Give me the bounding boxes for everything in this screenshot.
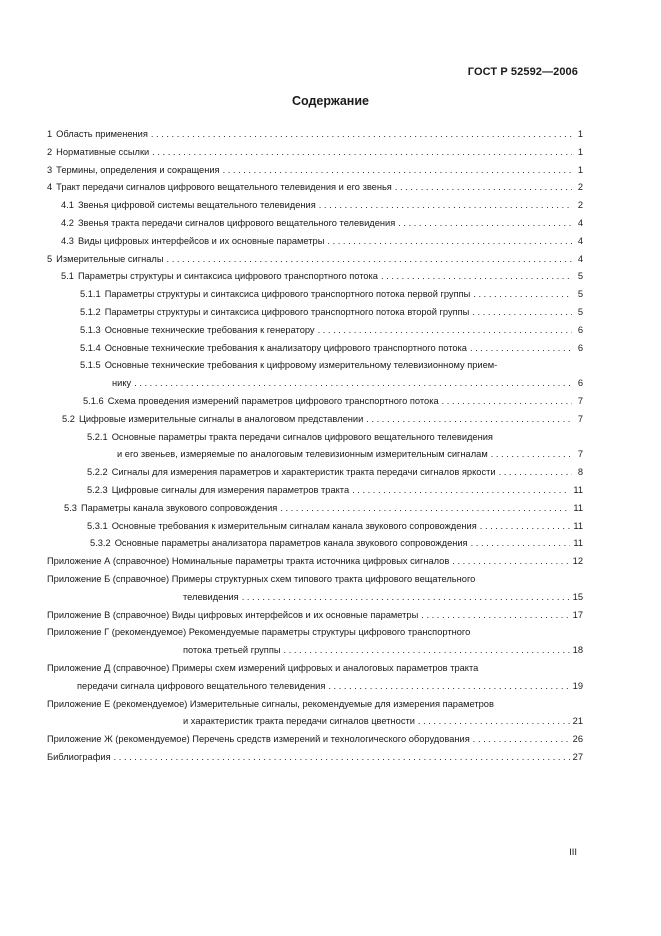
toc-entry-title: Область применения bbox=[56, 129, 148, 139]
toc-entry-number: 5.1.5 bbox=[80, 360, 101, 371]
toc-entry[interactable] bbox=[47, 535, 583, 553]
toc-entry-label bbox=[47, 553, 449, 571]
toc-entry-label bbox=[47, 251, 164, 269]
toc-entry-title: Основные технические требования к генератору bbox=[104, 324, 315, 335]
table-of-contents bbox=[47, 126, 583, 767]
dot-leader bbox=[442, 393, 572, 411]
dot-leader bbox=[151, 126, 572, 144]
toc-entry-number: 4 bbox=[47, 182, 53, 193]
toc-entry-label bbox=[80, 322, 315, 340]
toc-entry-page: 1 bbox=[577, 129, 583, 139]
toc-entry-page: 17 bbox=[572, 609, 583, 620]
toc-entry[interactable] bbox=[47, 393, 583, 411]
toc-entry-page: 1 bbox=[577, 146, 583, 157]
toc-entry[interactable] bbox=[47, 411, 583, 429]
toc-entry-title-line1: Приложение Д (справочное) Примеры схем измерений цифровых и аналоговых параметров тракта bbox=[47, 662, 479, 673]
toc-entry-label bbox=[62, 411, 363, 429]
document-code: ГОСТ Р 52592—2006 bbox=[467, 66, 578, 78]
dot-leader bbox=[421, 607, 569, 625]
toc-entry-title: Измерительные сигналы bbox=[56, 253, 164, 264]
toc-entry-title: Параметры структуры и синтаксиса цифрового транспортного потока первой группы bbox=[104, 289, 471, 300]
toc-entry-title: Основные параметры анализатора параметров канала звукового сопровождения bbox=[114, 538, 468, 549]
toc-entry[interactable] bbox=[47, 162, 583, 180]
toc-entry[interactable] bbox=[47, 286, 583, 304]
toc-entry-page: 5 bbox=[577, 271, 583, 282]
toc-entry[interactable] bbox=[47, 500, 583, 518]
toc-entry-number: 5.1.3 bbox=[80, 324, 101, 335]
toc-entry-number: 5.3.2 bbox=[90, 538, 111, 549]
toc-entry-number: 5.1.1 bbox=[80, 289, 101, 300]
dot-leader bbox=[319, 197, 572, 215]
toc-entry-page: 15 bbox=[572, 591, 583, 602]
toc-entry-page: 5 bbox=[577, 289, 583, 300]
toc-entry-page: 12 bbox=[572, 556, 583, 567]
toc-entry-page: 5 bbox=[577, 306, 583, 317]
toc-entry[interactable] bbox=[47, 749, 583, 767]
dot-leader bbox=[318, 322, 572, 340]
toc-entry[interactable] bbox=[47, 144, 583, 162]
toc-entry-number: 5.1.2 bbox=[80, 306, 101, 317]
toc-entry-number: 5.1 bbox=[61, 271, 74, 282]
dot-leader bbox=[327, 233, 572, 251]
toc-entry-number: 5 bbox=[47, 253, 53, 264]
toc-entry-page: 6 bbox=[577, 324, 583, 335]
toc-entry-title: Тракт передачи сигналов цифрового вещательного телевидения и его звенья bbox=[56, 182, 392, 193]
toc-entry[interactable] bbox=[47, 607, 583, 625]
toc-entry[interactable] bbox=[47, 304, 583, 322]
toc-entry[interactable] bbox=[47, 731, 583, 749]
toc-entry[interactable] bbox=[47, 322, 583, 340]
toc-entry-page: 7 bbox=[577, 449, 583, 460]
toc-entry[interactable] bbox=[47, 126, 583, 144]
toc-entry-number: 5.1.6 bbox=[83, 395, 104, 406]
toc-entry-page: 27 bbox=[572, 751, 583, 762]
toc-entry[interactable] bbox=[47, 233, 583, 251]
toc-entry-title: Цифровые измерительные сигналы в аналоговом представлении bbox=[78, 413, 364, 424]
toc-entry-title: передачи сигнала цифрового вещательного телевидения bbox=[77, 680, 326, 691]
dot-leader bbox=[480, 518, 571, 536]
dot-leader bbox=[223, 162, 572, 180]
toc-entry-title: Виды цифровых интерфейсов и их основные параметры bbox=[77, 235, 325, 246]
dot-leader bbox=[418, 713, 570, 731]
toc-entry[interactable] bbox=[47, 482, 583, 500]
toc-entry[interactable] bbox=[47, 197, 583, 215]
dot-leader bbox=[470, 340, 572, 358]
dot-leader bbox=[473, 286, 572, 304]
toc-entry-number: 3 bbox=[47, 164, 53, 175]
dot-leader bbox=[398, 215, 572, 233]
dot-leader bbox=[152, 144, 572, 162]
dot-leader bbox=[242, 589, 570, 607]
dot-leader bbox=[499, 464, 572, 482]
toc-entry-title: Цифровые сигналы для измерения параметров тракта bbox=[111, 484, 350, 495]
toc-entry-label bbox=[47, 179, 392, 197]
toc-entry-label bbox=[61, 268, 378, 286]
dot-leader bbox=[366, 411, 572, 429]
toc-entry[interactable] bbox=[47, 464, 583, 482]
toc-entry-label bbox=[47, 607, 418, 625]
toc-entry-title: Параметры структуры и синтаксиса цифрового транспортного потока bbox=[77, 271, 378, 282]
toc-entry-page: 6 bbox=[577, 378, 583, 389]
toc-entry-title: Звенья цифровой системы вещательного телевидения bbox=[77, 200, 316, 211]
toc-entry-title: Основные технические требования к анализатору цифрового транспортного потока bbox=[104, 342, 467, 353]
toc-entry-page: 11 bbox=[573, 538, 583, 549]
dot-leader bbox=[452, 553, 569, 571]
dot-leader bbox=[134, 375, 572, 393]
toc-entry-label bbox=[61, 233, 324, 251]
toc-entry-page: 4 bbox=[577, 253, 583, 264]
page-title: Содержание bbox=[291, 94, 369, 108]
dot-leader bbox=[284, 642, 570, 660]
toc-entry-page: 4 bbox=[577, 235, 583, 246]
toc-entry-label bbox=[47, 144, 149, 162]
dot-leader bbox=[472, 304, 572, 322]
toc-entry-page: 11 bbox=[573, 502, 583, 513]
dot-leader bbox=[473, 731, 570, 749]
toc-entry-label bbox=[87, 464, 496, 482]
toc-entry-number: 2 bbox=[47, 146, 53, 157]
toc-entry-title: Приложение А (справочное) Номинальные параметры тракта источника цифровых сигналов bbox=[47, 556, 450, 567]
toc-entry-label bbox=[90, 535, 468, 553]
toc-entry-title-line1: Приложение Б (справочное) Примеры структурных схем типового тракта цифрового вещательного bbox=[47, 573, 476, 584]
toc-entry-title-line1: Основные параметры тракта передачи сигналов цифрового вещательного телевидения bbox=[111, 431, 493, 442]
toc-entry-label bbox=[61, 197, 316, 215]
toc-entry-label bbox=[47, 126, 148, 144]
toc-entry[interactable] bbox=[47, 518, 583, 536]
toc-entry-title: и его звеньев, измеряемые по аналоговым телевизионным измерительным сигналам bbox=[117, 449, 488, 460]
toc-entry-page: 2 bbox=[577, 200, 583, 211]
dot-leader bbox=[471, 535, 571, 553]
toc-entry-page: 7 bbox=[577, 395, 583, 406]
toc-entry-page: 18 bbox=[572, 645, 583, 656]
toc-entry-number: 4.2 bbox=[61, 217, 74, 228]
toc-entry-number: 5.3.1 bbox=[87, 520, 108, 531]
toc-entry-title: Приложение В (справочное) Виды цифровых интерфейсов и их основные параметры bbox=[47, 609, 419, 620]
toc-entry-label bbox=[80, 286, 470, 304]
toc-entry-page: 11 bbox=[573, 520, 583, 531]
toc-entry-number: 5.3 bbox=[64, 502, 77, 513]
toc-entry-title: Схема проведения измерений параметров цифрового транспортного потока bbox=[107, 395, 439, 406]
toc-entry[interactable] bbox=[47, 268, 583, 286]
dot-leader bbox=[328, 678, 569, 696]
toc-entry-label bbox=[47, 162, 220, 180]
toc-entry-label bbox=[47, 731, 470, 749]
toc-entry-page: 11 bbox=[573, 484, 583, 495]
toc-entry-title-line1: Приложение Г (рекомендуемое) Рекомендуемые параметры структуры цифрового транспортного bbox=[47, 627, 471, 638]
toc-entry-number: 5.2.1 bbox=[87, 431, 108, 442]
toc-entry[interactable] bbox=[47, 429, 583, 465]
toc-entry-title: Звенья тракта передачи сигналов цифрового вещательного телевидения bbox=[77, 217, 396, 228]
toc-entry-number: 5.1.4 bbox=[80, 342, 101, 353]
toc-entry-label bbox=[47, 749, 111, 767]
toc-entry[interactable] bbox=[47, 624, 583, 660]
dot-leader bbox=[114, 749, 570, 767]
toc-entry-page: 8 bbox=[577, 467, 583, 478]
toc-entry-title: потока третьей группы bbox=[183, 645, 281, 656]
toc-entry[interactable] bbox=[47, 215, 583, 233]
toc-entry[interactable] bbox=[47, 340, 583, 358]
toc-entry-title: Нормативные ссылки bbox=[56, 146, 150, 157]
toc-entry[interactable] bbox=[47, 179, 583, 197]
toc-entry-page: 4 bbox=[577, 217, 583, 228]
toc-entry-label bbox=[80, 340, 467, 358]
dot-leader bbox=[352, 482, 570, 500]
toc-entry-page: 7 bbox=[577, 413, 583, 424]
toc-entry[interactable] bbox=[47, 571, 583, 607]
toc-entry-title: нику bbox=[112, 378, 132, 389]
dot-leader bbox=[491, 446, 572, 464]
toc-entry-number: 5.2 bbox=[62, 413, 75, 424]
toc-entry-title: и характеристик тракта передачи сигналов цветности bbox=[183, 716, 415, 727]
toc-entry[interactable] bbox=[47, 660, 583, 696]
toc-entry-label bbox=[83, 393, 439, 411]
toc-entry-label bbox=[87, 518, 477, 536]
toc-entry-title: Библиография bbox=[47, 751, 111, 762]
toc-entry-number: 5.2.3 bbox=[87, 484, 108, 495]
toc-entry-page: 26 bbox=[572, 734, 583, 745]
toc-entry[interactable] bbox=[47, 251, 583, 269]
toc-entry-page: 19 bbox=[572, 680, 583, 691]
toc-entry-page: 2 bbox=[577, 182, 583, 193]
toc-entry[interactable] bbox=[47, 696, 583, 732]
toc-entry-title: Приложение Ж (рекомендуемое) Перечень средств измерений и технологического оборудования bbox=[47, 734, 470, 745]
toc-entry-title: Основные требования к измерительным сигналам канала звукового сопровождения bbox=[111, 520, 477, 531]
toc-entry[interactable] bbox=[47, 357, 583, 393]
toc-entry-label bbox=[80, 304, 469, 322]
dot-leader bbox=[395, 179, 572, 197]
toc-entry-number: 4.3 bbox=[61, 235, 74, 246]
toc-entry-page: 6 bbox=[577, 342, 583, 353]
toc-entry-label bbox=[87, 482, 349, 500]
dot-leader bbox=[167, 251, 572, 269]
toc-entry-label bbox=[64, 500, 277, 518]
toc-entry[interactable] bbox=[47, 553, 583, 571]
toc-entry-page: 1 bbox=[577, 164, 583, 175]
dot-leader bbox=[280, 500, 570, 518]
dot-leader bbox=[381, 268, 572, 286]
toc-entry-title-line1: Приложение Е (рекомендуемое) Измерительные сигналы, рекомендуемые для измерения параметров bbox=[47, 698, 494, 709]
toc-entry-number: 1 bbox=[47, 129, 53, 139]
toc-entry-page: 21 bbox=[572, 716, 583, 727]
toc-entry-title: телевидения bbox=[183, 591, 239, 602]
toc-entry-title: Параметры канала звукового сопровождения bbox=[80, 502, 278, 513]
toc-entry-title: Параметры структуры и синтаксиса цифрового транспортного потока второй группы bbox=[104, 306, 470, 317]
toc-entry-number: 4.1 bbox=[61, 200, 74, 211]
toc-entry-title: Сигналы для измерения параметров и характеристик тракта передачи сигналов яркости bbox=[111, 467, 496, 478]
toc-entry-number: 5.2.2 bbox=[87, 467, 108, 478]
toc-entry-title: Термины, определения и сокращения bbox=[56, 164, 220, 175]
page-number: III bbox=[569, 847, 577, 858]
toc-entry-label bbox=[61, 215, 395, 233]
toc-entry-title-line1: Основные технические требования к цифровому измерительному телевизионному прием- bbox=[104, 360, 498, 371]
